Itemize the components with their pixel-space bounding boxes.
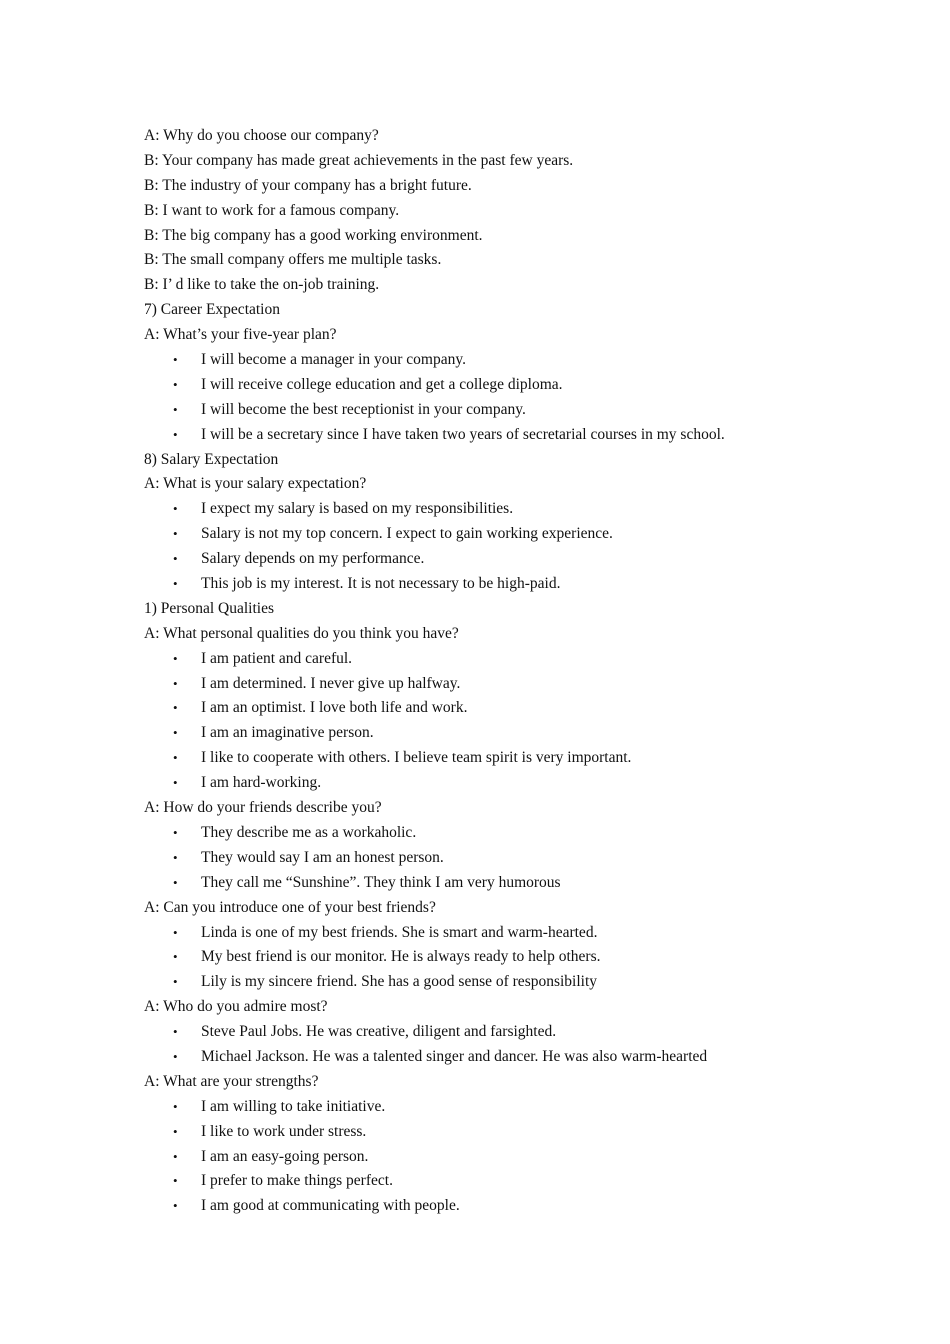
- bullet-text: Salary depends on my performance.: [201, 550, 425, 568]
- bullet-item: [144, 348, 844, 373]
- bullet-item: [144, 522, 844, 547]
- bullet-text: Salary is not my top concern. I expect to gain working experience.: [201, 525, 613, 543]
- bullet-item: [144, 1145, 844, 1170]
- bullet-item: [144, 572, 844, 597]
- bullet-text: They would say I am an honest person.: [201, 848, 444, 866]
- bullet-text: They call me “Sunshine”. They think I am very humorous: [201, 873, 561, 891]
- bullet-text: I am patient and careful.: [201, 649, 353, 667]
- text-line: B: Your company has made great achievements in the past few years.: [144, 151, 574, 169]
- bullet-text: I will be a secretary since I have taken two years of secretarial courses in my school.: [201, 425, 725, 443]
- text-line: B: The big company has a good working environment.: [144, 226, 483, 244]
- bullet-item: [144, 821, 844, 846]
- bullet-icon: •: [173, 1198, 178, 1214]
- bullet-item: [144, 871, 844, 896]
- bullet-item: [144, 1045, 844, 1070]
- bullet-icon: •: [173, 675, 178, 691]
- bullet-icon: •: [173, 401, 178, 417]
- bullet-item: [144, 423, 844, 448]
- bullet-text: I am an easy-going person.: [201, 1147, 369, 1165]
- bullet-item: [144, 746, 844, 771]
- bullet-icon: •: [173, 650, 178, 666]
- bullet-text: I am good at communicating with people.: [201, 1197, 460, 1215]
- bullet-item: [144, 696, 844, 721]
- bullet-icon: •: [173, 1173, 178, 1189]
- bullet-text: I like to cooperate with others. I believe team spirit is very important.: [201, 749, 632, 767]
- bullet-text: Steve Paul Jobs. He was creative, diligent and farsighted.: [201, 1023, 557, 1041]
- bullet-item: [144, 1169, 844, 1194]
- document-page: [144, 124, 844, 1219]
- bullet-item: [144, 846, 844, 871]
- bullet-item: [144, 1095, 844, 1120]
- bullet-text: They describe me as a workaholic.: [201, 823, 417, 841]
- bullet-icon: •: [173, 750, 178, 766]
- bullet-text: I am willing to take initiative.: [201, 1097, 386, 1115]
- bullet-text: I prefer to make things perfect.: [201, 1172, 393, 1190]
- bullet-icon: •: [173, 352, 178, 368]
- bullet-icon: •: [173, 551, 178, 567]
- bullet-text: I am an optimist. I love both life and work.: [201, 699, 468, 717]
- bullet-icon: •: [173, 376, 178, 392]
- bullet-icon: •: [173, 1048, 178, 1064]
- bullet-text: I am an imaginative person.: [201, 724, 374, 742]
- bullet-text: I like to work under stress.: [201, 1122, 367, 1140]
- bullet-item: [144, 921, 844, 946]
- bullet-item: [144, 497, 844, 522]
- bullet-text: My best friend is our monitor. He is always ready to help others.: [201, 948, 601, 966]
- bullet-icon: •: [173, 576, 178, 592]
- text-line: B: I want to work for a famous company.: [144, 201, 400, 219]
- bullet-text: Linda is one of my best friends. She is smart and warm-hearted.: [201, 923, 598, 941]
- bullet-text: Lily is my sincere friend. She has a good sense of responsibility: [201, 973, 598, 991]
- bullet-text: I will become the best receptionist in your company.: [201, 400, 526, 418]
- text-line: A: How do your friends describe you?: [144, 799, 382, 817]
- bullet-icon: •: [173, 426, 178, 442]
- bullet-icon: •: [173, 924, 178, 940]
- bullet-icon: •: [173, 775, 178, 791]
- bullet-text: I will receive college education and get a college diploma.: [201, 375, 563, 393]
- bullet-icon: •: [173, 849, 178, 865]
- bullet-icon: •: [173, 1123, 178, 1139]
- bullet-item: [144, 672, 844, 697]
- bullet-text: I am determined. I never give up halfway.: [201, 674, 461, 692]
- bullet-item: [144, 373, 844, 398]
- bullet-item: [144, 1020, 844, 1045]
- bullet-item: [144, 771, 844, 796]
- bullet-item: [144, 1194, 844, 1219]
- bullet-item: [144, 398, 844, 423]
- text-line: 7) Career Expectation: [144, 301, 280, 319]
- bullet-icon: •: [173, 1024, 178, 1040]
- bullet-icon: •: [173, 501, 178, 517]
- bullet-icon: •: [173, 949, 178, 965]
- bullet-item: [144, 647, 844, 672]
- text-line: B: The industry of your company has a bright future.: [144, 176, 472, 194]
- bullet-icon: •: [173, 725, 178, 741]
- text-line: A: What’s your five-year plan?: [144, 326, 337, 344]
- text-line: A: Why do you choose our company?: [144, 127, 379, 144]
- bullet-item: [144, 547, 844, 572]
- bullet-icon: •: [173, 700, 178, 716]
- bullet-icon: •: [173, 526, 178, 542]
- text-line: A: Can you introduce one of your best friends?: [144, 898, 436, 916]
- bullet-item: [144, 1120, 844, 1145]
- bullet-icon: •: [173, 824, 178, 840]
- text-line: A: Who do you admire most?: [144, 998, 328, 1016]
- bullet-text: This job is my interest. It is not necessary to be high-paid.: [201, 575, 561, 593]
- text-line: A: What is your salary expectation?: [144, 475, 367, 493]
- text-line: A: What personal qualities do you think you have?: [144, 624, 459, 642]
- text-line: B: The small company offers me multiple tasks.: [144, 251, 442, 269]
- text-line: 1) Personal Qualities: [144, 599, 275, 617]
- bullet-item: [144, 970, 844, 995]
- bullet-icon: •: [173, 1148, 178, 1164]
- text-line: A: What are your strengths?: [144, 1072, 319, 1090]
- text-line: 8) Salary Expectation: [144, 450, 279, 468]
- bullet-item: [144, 721, 844, 746]
- bullet-text: Michael Jackson. He was a talented singer and dancer. He was also warm-hearted: [201, 1047, 708, 1065]
- bullet-text: I expect my salary is based on my responsibilities.: [201, 500, 514, 518]
- text-line: B: I’ d like to take the on-job training.: [144, 276, 380, 294]
- bullet-text: I am hard-working.: [201, 774, 322, 792]
- bullet-item: [144, 945, 844, 970]
- bullet-icon: •: [173, 874, 178, 890]
- bullet-icon: •: [173, 974, 178, 990]
- bullet-text: I will become a manager in your company.: [201, 351, 466, 369]
- bullet-icon: •: [173, 1098, 178, 1114]
